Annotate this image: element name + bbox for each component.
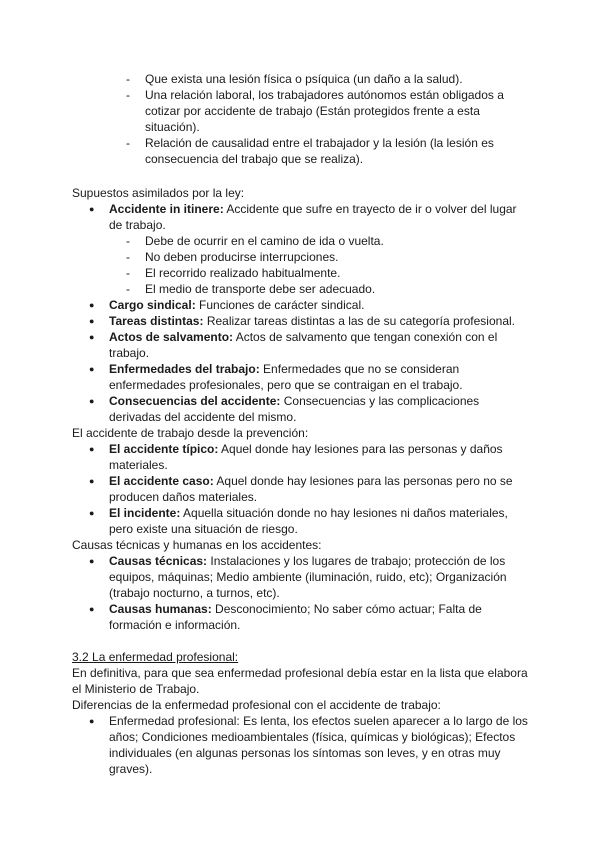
list-item	[72, 313, 528, 329]
requirements-list	[72, 71, 528, 167]
causas-intro: Causas técnicas y humanas en los accidentes:	[72, 538, 322, 552]
list-item	[72, 201, 528, 297]
term: El accidente caso:	[109, 474, 214, 488]
definition: Enfermedades que no se consideran enfermedades profesionales, pero que se contraigan en el trabajo.	[109, 362, 463, 392]
list-item	[72, 505, 528, 537]
itinere-sublist	[72, 233, 528, 297]
term: Causas humanas:	[109, 602, 212, 616]
definition: Funciones de carácter sindical.	[195, 298, 365, 312]
definition: Aquel donde hay lesiones para las personas pero no se producen daños materiales.	[109, 474, 513, 504]
list-item: - El medio de transporte debe ser adecuado.	[72, 281, 528, 297]
list-item	[72, 297, 528, 313]
supuestos-intro: Supuestos asimilados por la ley:	[72, 186, 245, 200]
list-item: - Relación de causalidad entre el trabajador y la lesión (la lesión es consecuencia del trabajo que se realiza).	[72, 135, 528, 167]
list-item	[72, 601, 528, 633]
enfermedad-list	[72, 713, 528, 777]
list-item: - No deben producirse interrupciones.	[72, 249, 528, 265]
definition: Actos de salvamento que tengan conexión con el trabajo.	[109, 330, 498, 360]
term: Tareas distintas:	[109, 314, 204, 328]
document-page	[72, 71, 528, 777]
term: Enfermedades del trabajo:	[109, 362, 260, 376]
prevencion-list	[72, 441, 528, 537]
definition: Desconocimiento; No saber cómo actuar; Falta de formación e información.	[109, 602, 482, 632]
list-item	[72, 473, 528, 505]
list-item	[72, 553, 528, 601]
list-item	[72, 441, 528, 473]
list-item	[72, 361, 528, 393]
list-item: - Debe de ocurrir en el camino de ida o vuelta.	[72, 233, 528, 249]
term: Actos de salvamento:	[109, 330, 234, 344]
paragraph: Diferencias de la enfermedad profesional con el accidente de trabajo:	[72, 698, 441, 712]
term: Cargo sindical:	[109, 298, 196, 312]
term: Causas técnicas:	[109, 554, 208, 568]
definition: Realizar tareas distintas a las de su categoría profesional.	[203, 314, 515, 328]
definition: Accidente que sufre en trayecto de ir o volver del lugar de trabajo.	[109, 202, 517, 232]
list-item: - Que exista una lesión física o psíquica (un daño a la salud).	[72, 71, 528, 87]
causas-list	[72, 553, 528, 633]
paragraph: En definitiva, para que sea enfermedad profesional debía estar en la lista que elabora el Ministerio de Trabajo.	[72, 666, 528, 696]
list-item: ● Enfermedad profesional: Es lenta, los efectos suelen aparecer a lo largo de los años; Condiciones medioambientales (física, químicas y biológicas); Efectos individuales (en algunas personas los síntomas son leves, y en otras muy graves).	[72, 713, 528, 777]
term: Consecuencias del accidente:	[109, 394, 281, 408]
supuestos-list	[72, 201, 528, 425]
section-heading: 3.2 La enfermedad profesional:	[72, 650, 239, 664]
list-item	[72, 393, 528, 425]
term: El accidente típico:	[109, 442, 219, 456]
definition: Aquel donde hay lesiones para las personas y daños materiales.	[109, 442, 503, 472]
definition: Consecuencias y las complicaciones derivadas del accidente del mismo.	[109, 394, 480, 424]
list-item: - El recorrido realizado habitualmente.	[72, 265, 528, 281]
term: El incidente:	[109, 506, 181, 520]
definition: Instalaciones y los lugares de trabajo; protección de los equipos, máquinas; Medio ambiente (iluminación, ruido, etc); Organización (trabajo nocturno, a turnos, etc).	[109, 554, 507, 600]
definition: Aquella situación donde no hay lesiones ni daños materiales, pero existe una situación de riesgo.	[109, 506, 508, 536]
prevencion-intro: El accidente de trabajo desde la prevención:	[72, 426, 309, 440]
list-item	[72, 329, 528, 361]
term: Accidente in itinere:	[109, 202, 224, 216]
list-item: - Una relación laboral, los trabajadores autónomos están obligados a cotizar por accidente de trabajo (Están protegidos frente a esta situación).	[72, 87, 528, 135]
